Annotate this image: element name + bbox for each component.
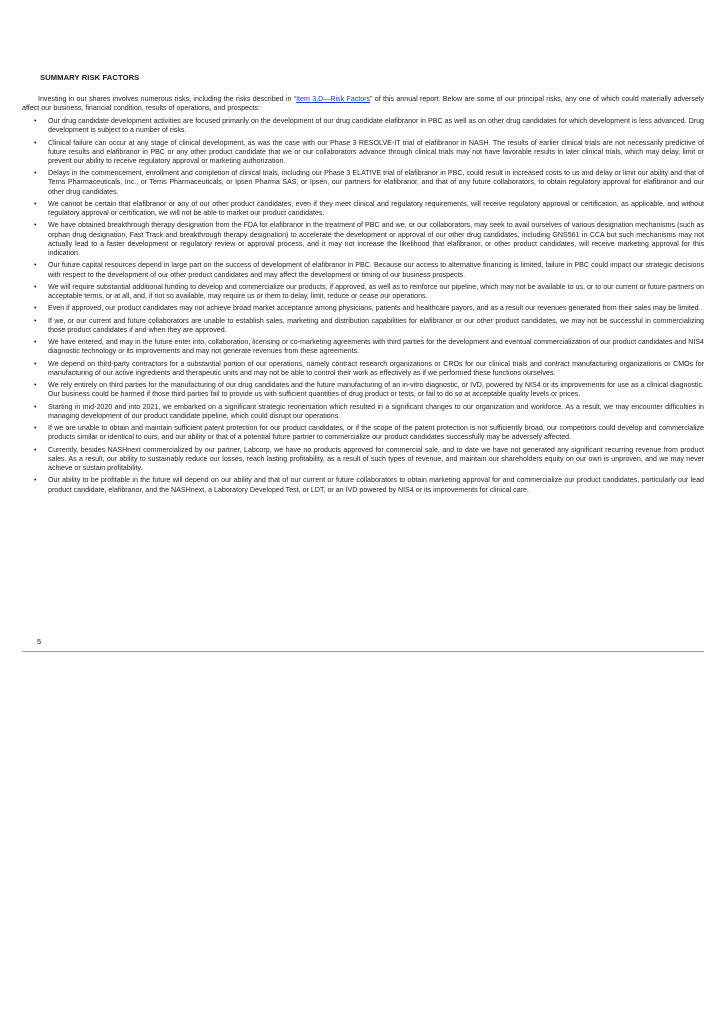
bullet-icon: • <box>34 200 37 208</box>
risk-factor-item <box>22 169 704 197</box>
risk-factor-item <box>22 139 704 167</box>
bullet-icon: • <box>34 305 37 313</box>
risk-factor-text: We rely entirely on third parties for the manufacturing of our drug candidates and the future manufacturing of an in-vitro diagnostic, or IVD, powered by NIS4 or its improvements for use as a clinical diagnostic. Our business could be harmed if those third parties fail to provide us with sufficient quantities of drug product or tests, or fail to do so at acceptable quality levels or prices. <box>48 381 704 399</box>
risk-factor-text: Currently, besides NASHnext commercialized by our partner, Labcorp, we have no products approved for commercial sale, and to date we have not generated any significant recurring revenue from product sales. As a result, our ability to sustainably reduce our losses, reach lasting profitability, as a result of such types of revenue, and maintain our shareholders equity on our own is unproven, and we may never achieve or sustain profitability. <box>48 445 704 473</box>
bullet-icon: • <box>34 382 37 390</box>
risk-factor-item <box>22 221 704 258</box>
risk-factor-item <box>22 338 704 356</box>
risk-factor-list <box>22 117 704 498</box>
risk-factor-text: Delays in the commencement, enrollment and completion of clinical trials, including our Phase 3 ELATIVE trial of elafibranor in PBC, could result in increased costs to us and delay or limit our ability and that of Terns Pharmaceuticals, Inc., or Terns Pharmaceuticals, or Ipsen Pharma SAS, or Ipsen, our partners for elafibranor, and that of any future collaborators, to obtain regulatory approval for elafibranor and our other drug candidates. <box>48 169 704 196</box>
risk-factor-item <box>22 381 704 399</box>
risk-factor-text: If we, or our current and future collaborators are unable to establish sales, marketing and distribution capabilities for elafibranor or our other product candidates, we may not be successful in commercializing those product candidates if and when they are approved. <box>48 316 704 334</box>
risk-factor-text: Our ability to be profitable in the future will depend on our ability and that of our current or future collaborators to obtain marketing approval for and commercialize our product candidates, particularly our lead product candidate, elafibranor, and the NASHnext, a Laboratory Developed Test, or LDT, or an IVD powered by NIS4 or its improvements for clinical care. <box>48 476 704 494</box>
bullet-icon: • <box>34 118 37 125</box>
risk-factor-text: We depend on third-party contractors for a substantial portion of our operations, namely contract research organizations or CROs for our clinical trials and contract manufacturing organizations or CMOs for manufacturing of our active ingredients and therapeutic units and may not be able to control their work as effectively as if we performed these functions ourselves. <box>48 359 704 377</box>
page-number: 5 <box>37 637 42 646</box>
bullet-icon: • <box>34 139 37 147</box>
bullet-icon: • <box>34 360 37 368</box>
risk-factor-text: Starting in mid-2020 and into 2021, we embarked on a significant strategic reorientation which resulted in a significant changes to our organization and workforce. As a result, we may encounter difficulties in managing development of our product candidate pipeline, which could disrupt our operations. <box>48 402 704 420</box>
bullet-icon: • <box>34 283 37 291</box>
bullet-icon: • <box>34 170 37 178</box>
section-heading: SUMMARY RISK FACTORS <box>40 73 140 82</box>
risk-factor-item <box>22 360 704 378</box>
risk-factor-text: If we are unable to obtain and maintain sufficient patent protection for our product candidates, or if the scope of the patent protection is not sufficiently broad, our competitors could develop and commercialize products similar or identical to ours, and our ability or that of a potential future partner to commercialize our product candidates successfully may be adversely affected. <box>48 424 704 442</box>
risk-factor-text: We have obtained breakthrough therapy designation from the FDA for elafibranor in the treatment of PBC and we, or our collaborators, may seek to avail ourselves of various designation mechanisms (such as orphan drug designation, Fast Track and breakthrough therapy designation) to accelerate the development or approval of our other drug candidates, including GNS561 in CCA but such mechanisms may not actually lead to a faster development or regulatory review or approval process, and it may not increase the likelihood that elafibranor, or other product candidates, will receive marketing approval for this indication. <box>48 221 704 258</box>
risk-factor-item <box>22 403 704 421</box>
risk-factor-text: We will require substantial additional funding to develop and commercialize our products, if approved, as well as to reinforce our pipeline, which may not be available to us, or to our current or future partners on acceptable terms, or at all, and, if not so available, may require us or them to delay, limit, reduce or cease our operations. <box>48 282 704 301</box>
risk-factor-text: Even if approved, our product candidates may not achieve broad market acceptance among physicians, patients and healthcare payors, and as a result our revenues generated from their sales may be limited. <box>48 304 701 313</box>
risk-factor-text: Clinical failure can occur at any stage of clinical development, as was the case with our Phase 3 RESOLVE-IT trial of elafibranor in NASH. The results of earlier clinical trials are not necessarily predictive of future results and elafibranor in PBC or any other product candidate that we or our collaborators advance through clinical trials may not have favorable results in later clinical trials, which may delay, limit or prevent our ability to receive regulatory approval or marketing authorization. <box>48 138 704 165</box>
intro-text-before: Investing in our shares involves numerous risks, including the risks described in “ <box>38 95 297 103</box>
bullet-icon: • <box>34 317 37 325</box>
risk-factor-item <box>22 304 704 313</box>
risk-factor-item <box>22 476 704 494</box>
page-divider <box>22 651 704 652</box>
risk-factor-item <box>22 424 704 442</box>
risk-factors-link[interactable]: Item 3.D—Risk Factors <box>296 95 371 103</box>
bullet-icon: • <box>34 425 37 433</box>
bullet-icon: • <box>34 339 37 347</box>
bullet-icon: • <box>34 446 37 454</box>
bullet-icon: • <box>34 222 37 230</box>
risk-factor-item <box>22 317 704 335</box>
bullet-icon: • <box>34 477 37 485</box>
risk-factor-text: Our future capital resources depend in large part on the success of development of elafibranor in PBC. Because our access to alternative financing is limited, failure in PBC could impact our strategic decisions with respect to the development of our other product candidates and may affect the development or timing of our business prospects. <box>48 261 704 279</box>
bullet-icon: • <box>34 262 37 270</box>
risk-factor-text: We cannot be certain that elafibranor or any of our other product candidates, even if they meet clinical and regulatory requirements, will receive regulatory approval or certification, as applicable, and without regulatory approval or certification, we will not be able to market our product candidates. <box>48 199 704 218</box>
risk-factor-item <box>22 261 704 279</box>
risk-factor-text: Our drug candidate development activities are focused primarily on the development of our drug candidate elafibranor in PBC as well as on other drug candidates for which development is less advanced. Drug development is subject to a number of risks. <box>48 117 704 135</box>
risk-factor-item <box>22 283 704 301</box>
risk-factor-text: We have entered, and may in the future enter into, collaboration, licensing or co-marketing agreements with third parties for the development and eventual commercialization of our product candidates and NIS4 diagnostic technology or its improvements and may not generate revenues from these agreements. <box>48 338 704 356</box>
risk-factor-item <box>22 200 704 218</box>
risk-factor-item <box>22 446 704 474</box>
intro-paragraph <box>22 95 704 113</box>
intro-text-after: ” of this annual report. Below are some of our principal risks, any one of which could materially adversely affect our business, financial condition, results of operations, and prospects: <box>22 95 704 113</box>
risk-factor-item <box>22 117 704 135</box>
bullet-icon: • <box>34 403 37 411</box>
